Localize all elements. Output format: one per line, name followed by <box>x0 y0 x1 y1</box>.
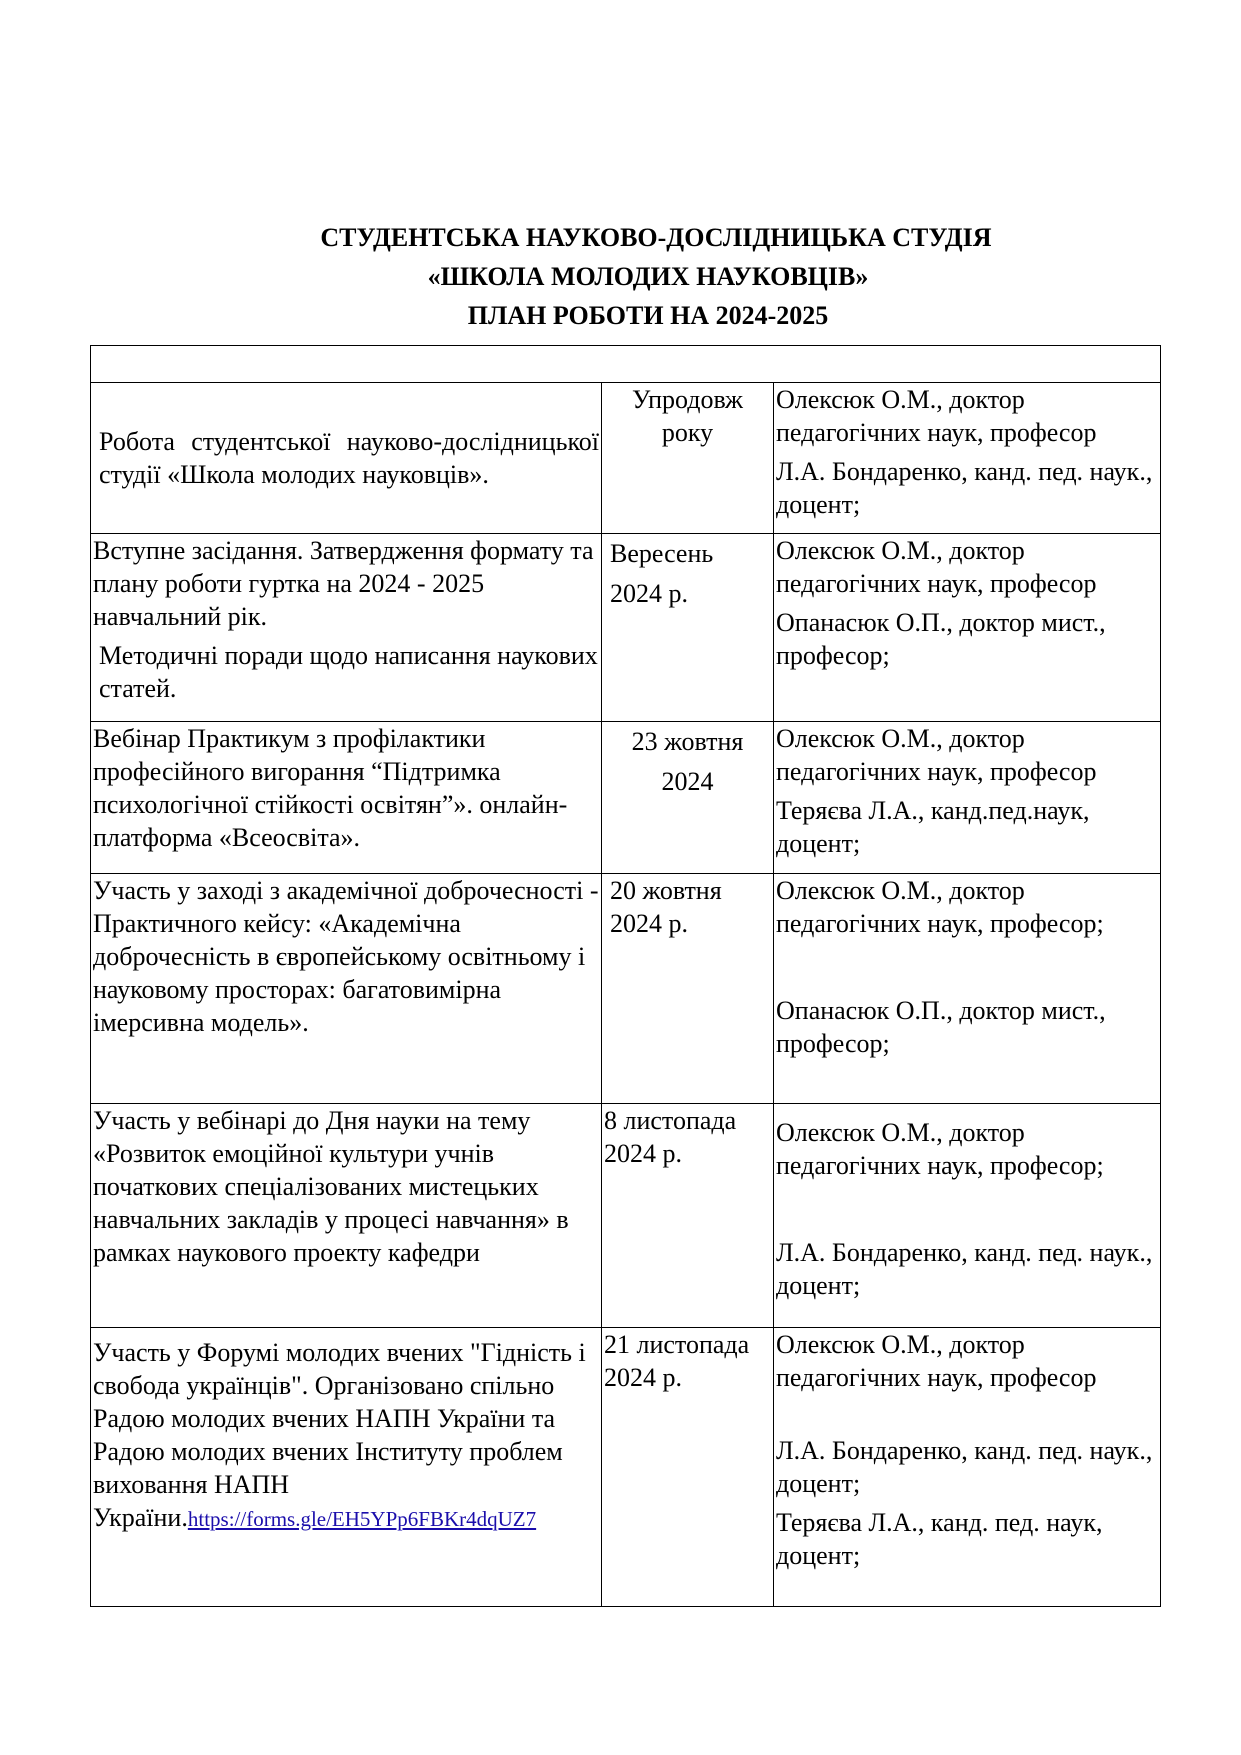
responsible-text: Опанасюк О.П., доктор мист., професор; <box>776 608 1106 670</box>
date-cell <box>602 1104 774 1328</box>
responsible-text: Опанасюк О.П., доктор мист., професор; <box>776 996 1106 1058</box>
event-text: Вступне засідання. Затвердження формату та плану роботи гуртка на 2024 - 2025 навчальний рік. <box>93 536 594 631</box>
responsible-cell <box>774 874 1161 1104</box>
event-cell <box>91 874 602 1104</box>
event-text: Вебінар Практикум з профілактики професійного вигорання “Підтримка психологічної стійкості освітян”». онлайн-платформа «Всеосвіта». <box>93 724 568 852</box>
table-row <box>91 534 1161 722</box>
date-cell <box>602 383 774 534</box>
responsible-cell <box>774 383 1161 534</box>
date-cell <box>602 534 774 722</box>
responsible-text: Олексюк О.М., доктор педагогічних наук, професор <box>776 536 1097 598</box>
table-row <box>91 722 1161 874</box>
event-cell <box>91 1104 602 1328</box>
event-cell <box>91 722 602 874</box>
responsible-text: Л.А. Бондаренко, канд. пед. наук., доцент; <box>776 1436 1153 1498</box>
event-text-body: Участь у Форумі молодих вчених "Гідність і свобода українців". Організовано спільно Радою молодих вчених НАПН України та Радою молодих вчених Інституту проблем виховання НАПН України. <box>93 1338 586 1532</box>
responsible-cell <box>774 1104 1161 1328</box>
responsible-text: Теряєва Л.А., канд. пед. наук, доцент; <box>776 1508 1103 1570</box>
date-text: 8 листопада 2024 р. <box>604 1106 737 1168</box>
responsible-text: Олексюк О.М., доктор педагогічних наук, професор <box>776 1330 1097 1392</box>
title-line-1: СТУДЕНТСЬКА НАУКОВО-ДОСЛІДНИЦЬКА СТУДІЯ <box>320 223 992 252</box>
title-line-3: ПЛАН РОБОТИ НА 2024-2025 <box>467 301 829 330</box>
date-cell <box>602 722 774 874</box>
forum-registration-link[interactable]: https://forms.gle/EH5YPp6FBKr4dqUZ7 <box>187 1507 537 1531</box>
event-cell <box>91 534 602 722</box>
responsible-text: Олексюк О.М., доктор педагогічних наук, професор; <box>776 876 1104 938</box>
responsible-cell <box>774 722 1161 874</box>
table-row <box>91 1104 1161 1328</box>
title-line-2: «ШКОЛА МОЛОДИХ НАУКОВЦІВ» <box>427 262 869 291</box>
responsible-text: Олексюк О.М., доктор педагогічних наук, професор <box>776 385 1097 447</box>
date-text: 21 листопада 2024 р. <box>604 1330 750 1392</box>
empty-header-cell <box>91 346 1161 383</box>
table-row <box>91 383 1161 534</box>
responsible-text: Олексюк О.М., доктор педагогічних наук, професор <box>776 724 1097 786</box>
date-cell <box>602 1328 774 1607</box>
date-text: 20 жовтня 2024 р. <box>610 876 722 938</box>
date-text: Упродовж року <box>631 385 743 447</box>
event-text: Робота студентської науково-дослідницької студії «Школа молодих науковців». <box>99 427 599 489</box>
date-cell <box>602 874 774 1104</box>
document-title <box>90 218 1162 335</box>
event-text <box>93 1336 599 1536</box>
date-text: 23 жовтня 2024 <box>631 727 744 796</box>
event-text: Методичні поради щодо написання наукових статей. <box>99 641 598 703</box>
responsible-text: Л.А. Бондаренко, канд. пед. наук., доцент; <box>776 457 1153 519</box>
event-text: Участь у заході з академічної доброчесності - Практичного кейсу: «Академічна доброчесність в європейському освітньому і науковому просторах: багатовимірна імерсивна модель». <box>93 876 599 1037</box>
responsible-cell <box>774 534 1161 722</box>
responsible-text: Олексюк О.М., доктор педагогічних наук, професор; <box>776 1118 1104 1180</box>
table-row <box>91 874 1161 1104</box>
event-cell <box>91 1328 602 1607</box>
event-cell <box>91 383 602 534</box>
event-text: Участь у вебінарі до Дня науки на тему «Розвиток емоційної культури учнів початкових спеціалізованих мистецьких навчальних закладів у процесі навчання» в рамках наукового проекту кафедри <box>93 1106 569 1267</box>
table-row <box>91 1328 1161 1607</box>
responsible-cell <box>774 1328 1161 1607</box>
work-plan-table <box>90 345 1161 1607</box>
responsible-text: Л.А. Бондаренко, канд. пед. наук., доцент; <box>776 1238 1153 1300</box>
responsible-text: Теряєва Л.А., канд.пед.наук, доцент; <box>776 796 1090 858</box>
table-header-row <box>91 346 1161 383</box>
date-text: Вересень 2024 р. <box>610 539 714 608</box>
